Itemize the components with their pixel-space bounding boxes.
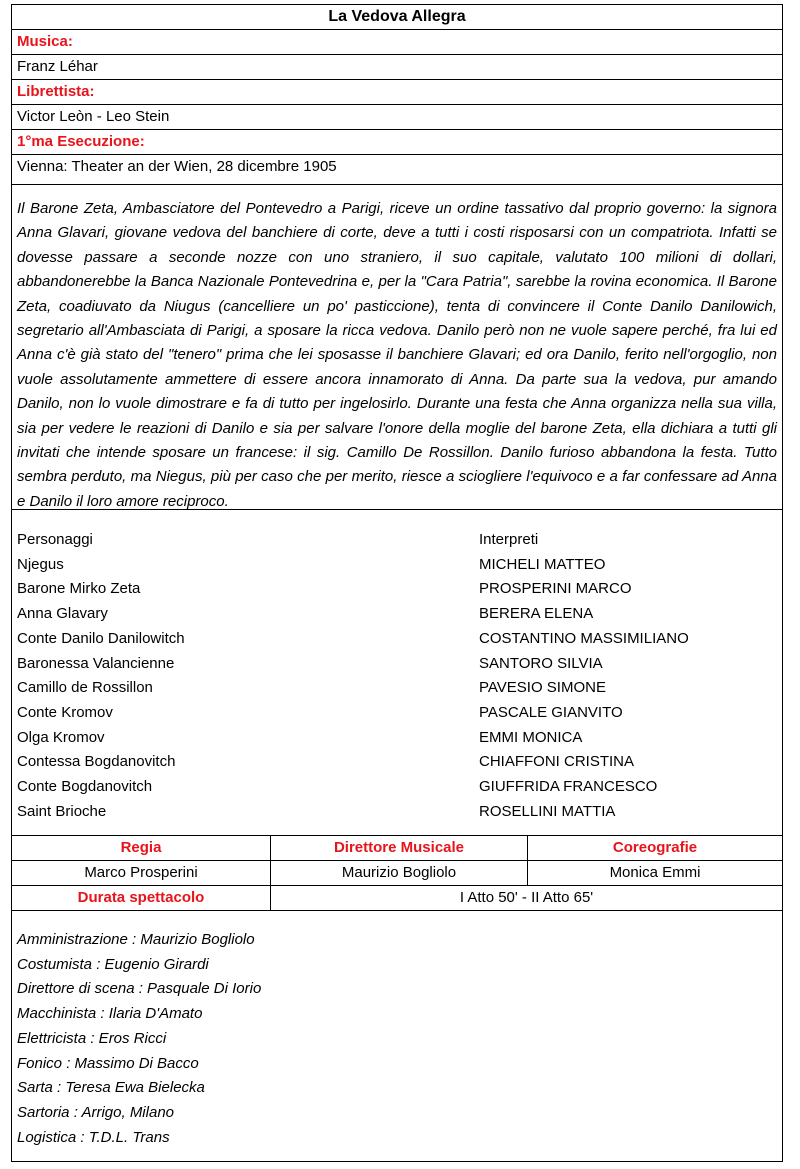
list-item: PAVESIO SIMONE <box>479 679 606 697</box>
personaggi-header: Personaggi <box>17 531 93 548</box>
list-item: Macchinista : Ilaria D'Amato <box>17 1005 203 1023</box>
interpreti-header: Interpreti <box>479 531 539 548</box>
list-item: ROSELLINI MATTIA <box>479 802 616 820</box>
list-item: SANTORO SILVIA <box>479 654 603 672</box>
list-item: Njegus <box>17 555 64 573</box>
musica-value: Franz Léhar <box>12 55 782 80</box>
list-item: Fonico : Massimo Di Bacco <box>17 1054 199 1072</box>
credits-table <box>12 836 782 911</box>
librettista-label: Librettista: <box>12 80 782 105</box>
librettista-value: Victor Leòn - Leo Stein <box>12 105 782 130</box>
list-item: PROSPERINI MARCO <box>479 580 632 598</box>
credits-header-row <box>12 836 782 861</box>
coreografie-value: Monica Emmi <box>527 861 782 885</box>
durata-row <box>12 886 782 911</box>
list-item: Logistica : T.D.L. Trans <box>17 1128 170 1146</box>
list-item: Contessa Bogdanovitch <box>17 753 176 771</box>
list-item: Baronessa Valancienne <box>17 654 175 672</box>
direttore-label: Direttore Musicale <box>270 836 527 860</box>
list-item: Costumista : Eugenio Girardi <box>17 955 209 973</box>
list-item: COSTANTINO MASSIMILIANO <box>479 629 689 647</box>
musica-label: Musica: <box>12 30 782 55</box>
list-item: Conte Kromov <box>17 703 113 721</box>
list-item: Olga Kromov <box>17 728 105 746</box>
durata-value: I Atto 50' - II Atto 65' <box>270 886 782 910</box>
regia-label: Regia <box>120 839 162 856</box>
list-item: Amministrazione : Maurizio Bogliolo <box>17 931 255 948</box>
list-item: GIUFFRIDA FRANCESCO <box>479 778 658 796</box>
opera-sheet <box>11 4 783 1162</box>
list-item: BERERA ELENA <box>479 605 594 623</box>
list-item: Direttore di scena : Pasquale Di Iorio <box>17 980 262 998</box>
list-item: PASCALE GIANVITO <box>479 703 623 721</box>
esecuzione-label: 1°ma Esecuzione: <box>12 130 782 155</box>
regia-value: Marco Prosperini <box>84 864 198 881</box>
durata-label: Durata spettacolo <box>77 889 205 906</box>
interpreti-column <box>479 528 689 824</box>
esecuzione-value: Vienna: Theater an der Wien, 28 dicembre 1905 <box>12 155 782 185</box>
list-item: Sarta : Teresa Ewa Bielecka <box>17 1079 205 1097</box>
coreografie-label: Coreografie <box>527 836 782 860</box>
list-item: Elettricista : Eros Ricci <box>17 1029 167 1047</box>
personaggi-column <box>17 528 185 824</box>
list-item: Anna Glavary <box>17 605 108 623</box>
list-item: Saint Brioche <box>17 802 107 820</box>
direttore-value: Maurizio Bogliolo <box>270 861 527 885</box>
synopsis-text: Il Barone Zeta, Ambasciatore del Pontevedro a Parigi, riceve un ordine tassativo dal proprio governo: la signora Anna Glavari, giovane vedova del banchiere di corte, deve a tutti i costi risposarsi con un compatriota. Infatti se dovesse passare a seconde nozze con uno straniero, il suo capitale, valutato 100 milioni di dollari, abbandonerebbe la Banca Nazionale Pontevedrina e, per la "Cara Patria", sarebbe la rovina economica. Il Barone Zeta, coadiuvato da Niugus (cancelliere un po' pasticcione), tenta di convincere il Conte Danilo Danilowich, segretario all'Ambasciata di Parigi, a sposare la ricca vedova. Danilo però non ne vuole sapere perché, fra lui ed Anna c'è già stato del "tenero" prima che lei sposasse il banchiere Glavari; ed ora Danilo, ferito nell'orgoglio, non vuole assolutamente ammettere di essere ancora innamorato di Anna. Da parte sua la vedova, pur amando Danilo, non lo vuole dimostrare e fa di tutto per ingelosirlo. Durante una festa che Anna organizza nella sua villa, sia per vedere le reazioni di Danilo e sia per salvare l'onore della moglie del barone Zeta, ella dichiara a tutti gli invitati che intende sposare un francese: il sig. Camillo De Rossillon. Danilo furioso abbandona la festa. Tutto sembra perduto, ma Niegus, più per caso che per merito, riesce a sciogliere l'equivoco e a far confessare ad Anna e Danilo il loro amore reciproco. <box>12 185 782 510</box>
list-item: Barone Mirko Zeta <box>17 580 141 598</box>
page-title: La Vedova Allegra <box>12 5 782 30</box>
staff-list <box>17 928 261 1150</box>
list-item: MICHELI MATTEO <box>479 555 606 573</box>
list-item: EMMI MONICA <box>479 728 583 746</box>
credits-value-row <box>12 861 782 886</box>
list-item: Conte Bogdanovitch <box>17 778 153 796</box>
list-item: Conte Danilo Danilowitch <box>17 629 185 647</box>
list-item: Camillo de Rossillon <box>17 679 153 697</box>
cast-section <box>12 510 782 836</box>
list-item: CHIAFFONI CRISTINA <box>479 753 635 771</box>
list-item: Sartoria : Arrigo, Milano <box>17 1103 175 1121</box>
